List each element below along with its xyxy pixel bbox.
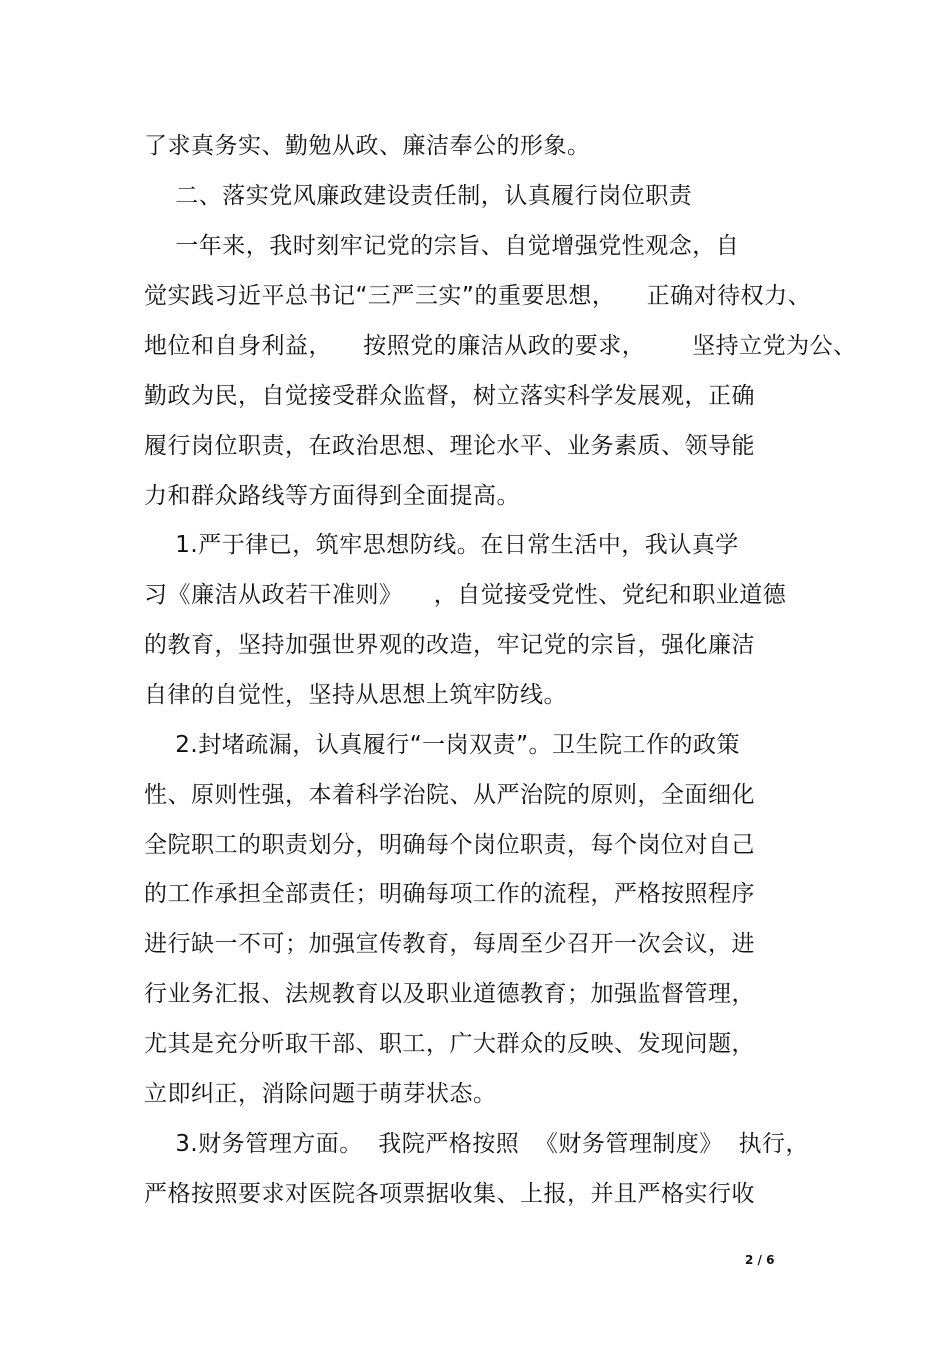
text-line: 力和群众路线等方面得到全面提高。 [144, 483, 520, 509]
text-line: 2.封堵疏漏，认真履行“一岗双责”。卫生院工作的政策 [144, 732, 741, 758]
text-line: 立即纠正，消除问题于萌芽状态。 [144, 1081, 497, 1107]
text-line: 进行缺一不可；加强宣传教育，每周至少召开一次会议，进 [144, 931, 755, 957]
text-line: 1.严于律已，筑牢思想防线。在日常生活中，我认真学 [144, 532, 739, 558]
text-line: 履行岗位职责，在政治思想、理论水平、业务素质、领导能 [144, 433, 755, 459]
text-line: 一年来，我时刻牢记党的宗旨、自觉增强党性观念，自 [144, 233, 740, 259]
text-line: 自律的自觉性，坚持从思想上筑牢防线。 [144, 682, 567, 708]
text-line: 严格按照要求对医院各项票据收集、上报，并且严格实行收 [144, 1181, 755, 1207]
text-line: 性、原则性强，本着科学治院、从严治院的原则，全面细化 [144, 782, 755, 808]
text-line: 觉实践习近平总书记“三严三实”的重要思想， 正确对待权力、 [144, 283, 812, 309]
text-line: 了求真务实、勤勉从政、廉洁奉公的形象。 [144, 133, 591, 159]
text-line: 的工作承担全部责任；明确每项工作的流程，严格按照程序 [144, 881, 755, 907]
page-number: 2 / 6 [745, 1253, 775, 1267]
text-line: 地位和自身利益， 按照党的廉洁从政的要求， 坚持立党为公、 [144, 333, 857, 359]
text-line: 的教育，坚持加强世界观的改造，牢记党的宗旨，强化廉洁 [144, 632, 755, 658]
text-line: 勤政为民，自觉接受群众监督，树立落实科学发展观，正确 [144, 383, 755, 409]
text-line: 行业务汇报、法规教育以及职业道德教育；加强监督管理， [144, 981, 755, 1007]
section-heading: 二、落实党风廉政建设责任制，认真履行岗位职责 [144, 183, 693, 209]
text-line: 尤其是充分听取干部、职工，广大群众的反映、发现问题， [144, 1031, 755, 1057]
text-line: 3.财务管理方面。 我院严格按照 《财务管理制度》 执行， [144, 1131, 810, 1157]
text-line: 全院职工的职责划分，明确每个岗位职责，每个岗位对自己 [144, 832, 755, 858]
text-line: 习《廉洁从政若干准则》 ，自觉接受党性、党纪和职业道德 [144, 582, 787, 608]
